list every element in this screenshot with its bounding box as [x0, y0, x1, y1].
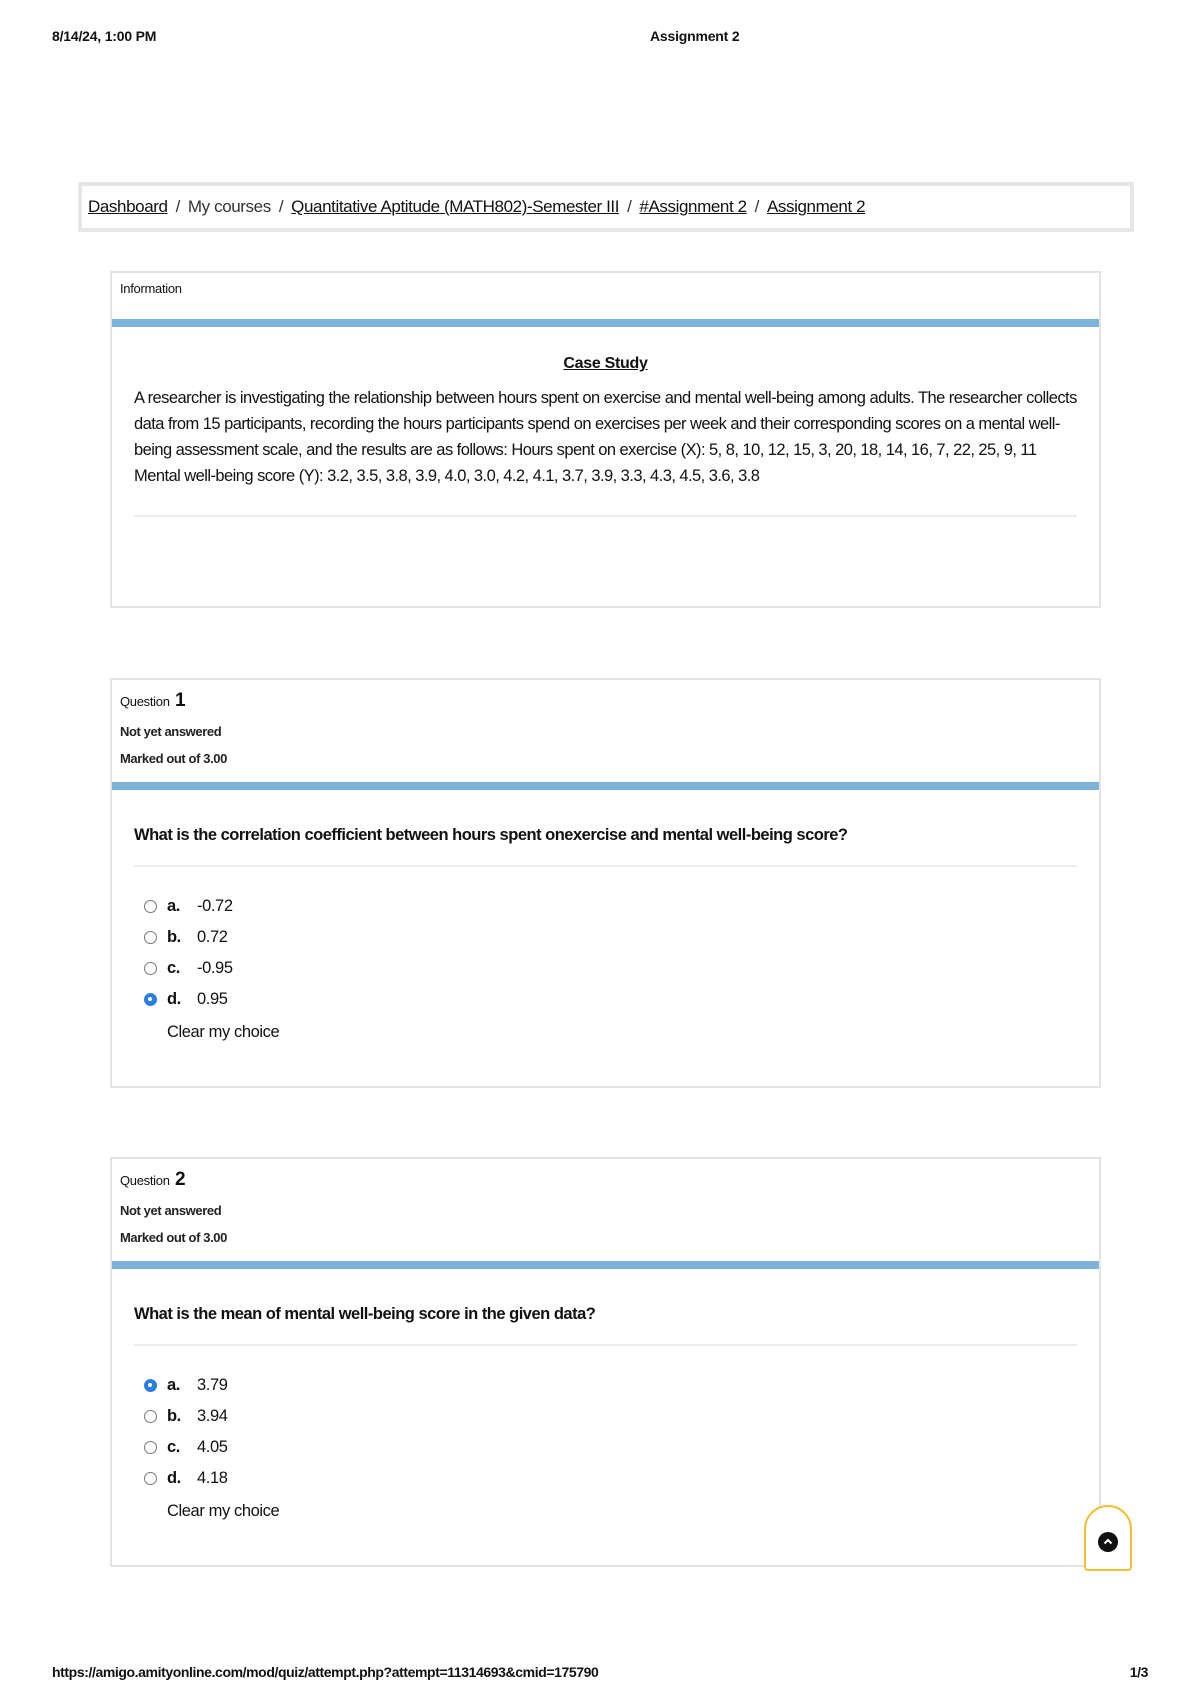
- radio-button[interactable]: [144, 900, 157, 913]
- answer-option-c[interactable]: c. -0.95: [134, 953, 1077, 984]
- question-text: What is the mean of mental well-being score in the given data?: [134, 1269, 1077, 1346]
- clear-choice-link[interactable]: Clear my choice: [167, 1023, 280, 1041]
- answer-option-d[interactable]: d. 0.95: [134, 984, 1077, 1015]
- question-mark: Marked out of 3.00: [120, 1230, 227, 1245]
- information-header: [112, 273, 1099, 319]
- breadcrumb-quiz[interactable]: Assignment 2: [766, 197, 866, 216]
- breadcrumb: [78, 182, 1134, 232]
- question-info: [112, 680, 1099, 782]
- accent-bar: [112, 319, 1099, 327]
- page-url: https://amigo.amityonline.com/mod/quiz/attempt.php?attempt=11314693&cmid=175790: [52, 1664, 599, 1680]
- breadcrumb-course[interactable]: Quantitative Aptitude (MATH802)-Semester III: [291, 197, 620, 216]
- breadcrumb-dashboard[interactable]: Dashboard: [88, 197, 168, 216]
- accent-bar: [112, 782, 1099, 790]
- information-card: [110, 271, 1101, 608]
- print-date: 8/14/24, 1:00 PM: [52, 28, 157, 44]
- accent-bar: [112, 1261, 1099, 1269]
- radio-button[interactable]: [144, 962, 157, 975]
- question-number: Question 2: [120, 1169, 186, 1190]
- question-info: [112, 1159, 1099, 1261]
- breadcrumb-separator: /: [627, 197, 632, 216]
- answer-option-a[interactable]: a. -0.72: [134, 891, 1077, 922]
- radio-button[interactable]: [144, 931, 157, 944]
- breadcrumb-section[interactable]: #Assignment 2: [639, 197, 747, 216]
- answer-list: [134, 1346, 1077, 1521]
- answer-option-d[interactable]: d. 4.18: [134, 1463, 1077, 1494]
- answer-option-c[interactable]: c. 4.05: [134, 1432, 1077, 1463]
- clear-choice-link[interactable]: Clear my choice: [167, 1502, 280, 1520]
- answer-option-b[interactable]: b. 3.94: [134, 1401, 1077, 1432]
- scroll-to-top-button[interactable]: [1084, 1505, 1132, 1571]
- radio-button[interactable]: [144, 1410, 157, 1423]
- breadcrumb-separator: /: [175, 197, 180, 216]
- question-mark: Marked out of 3.00: [120, 751, 227, 766]
- print-header: [52, 28, 1148, 48]
- divider: [134, 515, 1077, 517]
- breadcrumb-separator: /: [278, 197, 284, 216]
- question-state: Not yet answered: [120, 724, 222, 739]
- information-label: Information: [120, 281, 182, 296]
- question-text: What is the correlation coefficient between hours spent onexercise and mental well-being score?: [134, 790, 1077, 867]
- question-number: Question 1: [120, 690, 186, 711]
- answer-option-a[interactable]: a. 3.79: [134, 1370, 1077, 1401]
- case-study-title: Case Study: [563, 355, 648, 372]
- print-footer: [52, 1664, 1148, 1684]
- radio-button-checked[interactable]: [144, 1379, 157, 1392]
- chevron-up-icon: [1098, 1532, 1118, 1552]
- breadcrumb-separator: /: [754, 197, 759, 216]
- question-card-1: [110, 678, 1101, 1088]
- question-card-2: [110, 1157, 1101, 1567]
- print-title: Assignment 2: [650, 28, 740, 44]
- page-number: 1/3: [1129, 1664, 1148, 1680]
- breadcrumb-my-courses: My courses: [187, 197, 271, 216]
- case-study-text: A researcher is investigating the relationship between hours spent on exercise and mental well-being among adults. The researcher collects data from 15 participants, recording the hours participants spend on exercises per week and their corresponding scores on a mental well-being assessment scale, and the results are as follows: Hours spent on exercise (X): 5, 8, 10, 12, 15, 3, 20, 18, 14, 16, 7, 22, 25, 9, 11 Mental well-being score (Y): 3.2, 3.5, 3.8, 3.9, 4.0, 3.0, 4.2, 4.1, 3.7, 3.9, 3.3, 4.3, 4.5, 3.6, 3.8: [134, 389, 1077, 485]
- radio-button[interactable]: [144, 1441, 157, 1454]
- answer-list: [134, 867, 1077, 1042]
- question-state: Not yet answered: [120, 1203, 222, 1218]
- radio-button[interactable]: [144, 1472, 157, 1485]
- radio-button-checked[interactable]: [144, 993, 157, 1006]
- answer-option-b[interactable]: b. 0.72: [134, 922, 1077, 953]
